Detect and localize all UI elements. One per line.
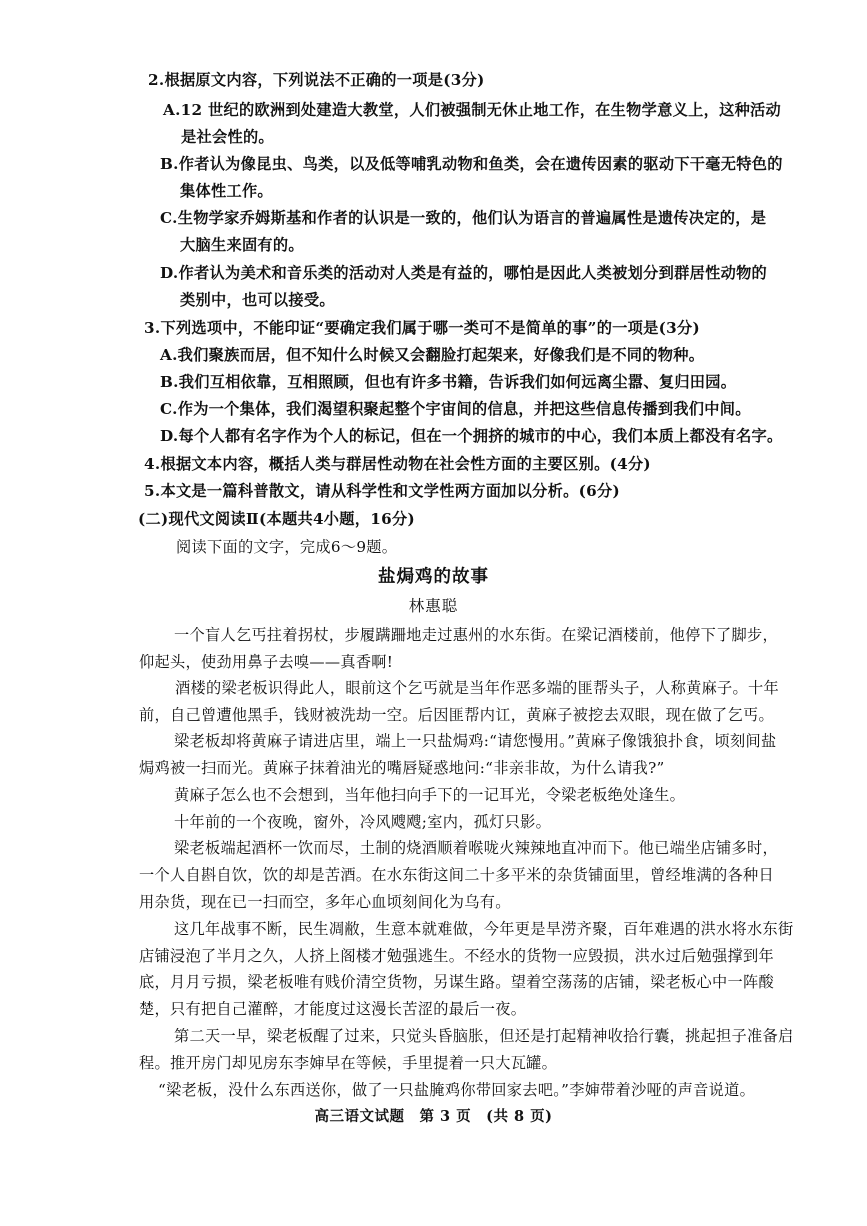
q2-option-a-line1: A.12 世纪的欧洲到处建造大教堂，人们被强制无休止地工作，在生物学意义上，这种活动 [163, 101, 782, 119]
q3-stem: 3.下列选项中，不能印证“要确定我们属于哪一类可不是简单的事”的一项是(3分) [144, 319, 700, 337]
story-line: 用杂货，现在已一扫而空，多年心血顷刻间化为乌有。 [139, 893, 511, 911]
q3-option-d: D.每个人都有名字作为个人的标记，但在一个拥挤的城市的中心，我们本质上都没有名字。 [160, 427, 783, 445]
q2-stem: 2.根据原文内容，下列说法不正确的一项是(3分) [148, 71, 485, 89]
story-line: 一个人自斟自饮，饮的却是苦酒。在水东街这间二十多平米的杂货铺面里，曾经堆满的各种日 [139, 866, 774, 884]
story-line: 十年前的一个夜晚，窗外，冷风飕飕;室内，孤灯只影。 [174, 813, 552, 831]
q3-option-a: A.我们聚族而居，但不知什么时候又会翻脸打起架来，好像我们是不同的物种。 [160, 346, 705, 364]
reading-instruction: 阅读下面的文字，完成6～9题。 [176, 538, 398, 556]
story-line: 梁老板却将黄麻子请进店里，端上一只盐焗鸡:“请您慢用。”黄麻子像饿狼扑食，顷刻间盐 [174, 732, 777, 750]
story-line: 第二天一早，梁老板醒了过来，只觉头昏脑胀，但还是打起精神收拾行囊，挑起担子准备启 [174, 1027, 794, 1045]
story-line: 黄麻子怎么也不会想到，当年他扫向手下的一记耳光，令梁老板绝处逢生。 [174, 786, 686, 804]
story-line: 这几年战事不断，民生凋敝，生意本就难做，今年更是旱涝齐聚，百年难遇的洪水将水东街 [174, 920, 794, 938]
q3-option-c: C.作为一个集体，我们渴望积聚起整个宇宙间的信息，并把这些信息传播到我们中间。 [160, 400, 751, 418]
q2-option-c-line2: 大脑生来固有的。 [180, 236, 304, 254]
story-line: 店铺浸泡了半月之久，人挤上阁楼才勉强逃生。不经水的货物一应毁损，洪水过后勉强撑到年 [139, 947, 774, 965]
q2-option-a-line2: 是社会性的。 [181, 128, 274, 146]
page-footer: 高三语文试题 第 3 页 (共 8 页) [314, 1108, 553, 1125]
story-line: 前，自己曾遭他黑手，钱财被洗劫一空。后因匪帮内讧，黄麻子被挖去双眼，现在做了乞丐。 [139, 706, 774, 724]
story-line: 底，月月亏损，梁老板唯有贱价清空货物，另谋生路。望着空荡荡的店铺，梁老板心中一阵酸 [139, 973, 774, 991]
section-heading: (二)现代文阅读Ⅱ(本题共4小题，16分) [138, 510, 415, 528]
story-line: 酒楼的梁老板识得此人，眼前这个乞丐就是当年作恶多端的匪帮头子，人称黄麻子。十年 [175, 679, 780, 697]
story-line: 焗鸡被一扫而光。黄麻子抹着油光的嘴唇疑惑地问:“非亲非故，为什么请我?” [139, 759, 665, 777]
q2-option-c-line1: C.生物学家乔姆斯基和作者的认识是一致的，他们认为语言的普遍属性是遗传决定的，是 [160, 209, 767, 227]
story-line: 楚，只有把自己灌醉，才能度过这漫长苦涩的最后一夜。 [139, 1000, 527, 1018]
q2-option-d-line2: 类别中，也可以接受。 [180, 291, 335, 309]
story-line: 梁老板端起酒杯一饮而尽，土制的烧酒顺着喉咙火辣辣地直冲而下。他已端坐店铺多时， [174, 839, 779, 857]
story-line: 仰起头，使劲用鼻子去嗅——真香啊! [139, 653, 394, 671]
q2-option-b-line2: 集体性工作。 [180, 182, 273, 200]
q4: 4.根据文本内容，概括人类与群居性动物在社会性方面的主要区别。(4分) [144, 455, 651, 473]
story-line: “梁老板，没什么东西送你，做了一只盐腌鸡你带回家去吧。”李婶带着沙哑的声音说道。 [158, 1081, 756, 1099]
q5: 5.本文是一篇科普散文，请从科学性和文学性两方面加以分析。(6分) [144, 482, 620, 500]
story-title: 盐焗鸡的故事 [378, 567, 489, 587]
q2-option-d-line1: D.作者认为美术和音乐类的活动对人类是有益的，哪怕是因此人类被划分到群居性动物的 [160, 264, 768, 282]
story-line: 一个盲人乞丐拄着拐杖，步履蹒跚地走过惠州的水东街。在梁记酒楼前，他停下了脚步， [174, 626, 779, 644]
story-author: 林惠聪 [408, 597, 459, 615]
q2-option-b-line1: B.作者认为像昆虫、鸟类，以及低等哺乳动物和鱼类，会在遗传因素的驱动下干毫无特色的 [160, 155, 783, 173]
q3-option-b: B.我们互相依靠，互相照顾，但也有许多书籍，告诉我们如何远离尘嚣、复归田园。 [160, 373, 737, 391]
story-line: 程。推开房门却见房东李婶早在等候，手里提着一只大瓦罐。 [139, 1054, 558, 1072]
